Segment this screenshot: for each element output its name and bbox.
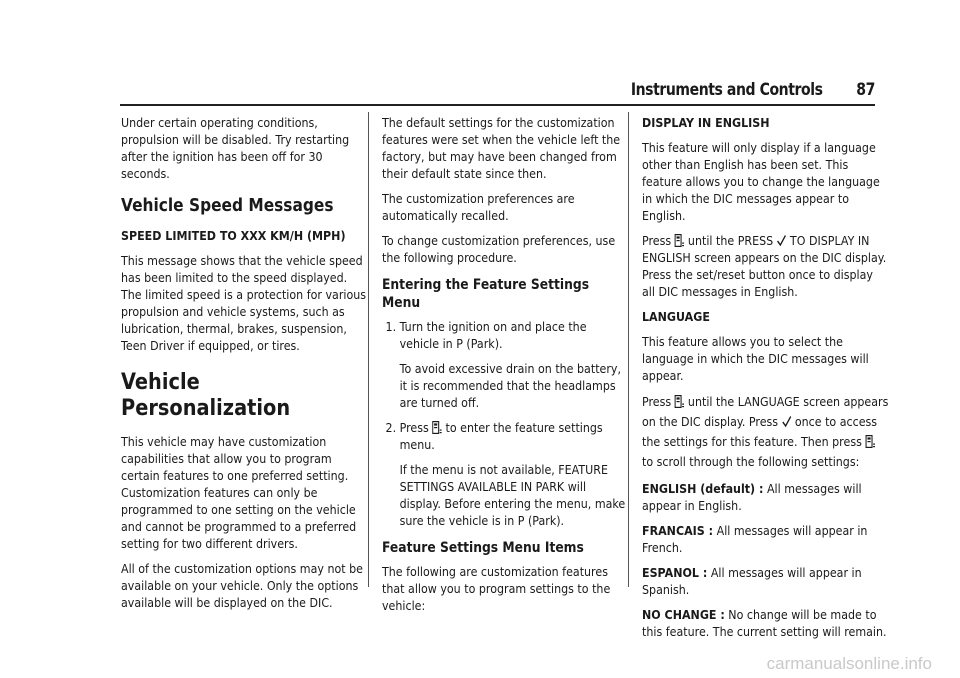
message-heading: SPEED LIMITED TO XXX KM/H (MPH) — [121, 228, 346, 243]
paragraph — [642, 232, 888, 300]
paragraph-text: until the PRESS — [687, 233, 774, 248]
list-note: To avoid excessive drain on the battery, it is recommended that the headlamps are turned off. — [399, 361, 622, 410]
paragraph: The default settings for the customization features were set when the vehicle left the factory, but may have been changed from their default state since then. — [382, 115, 621, 181]
dic-menu-icon — [432, 421, 442, 434]
header-title: Instruments and Controls — [631, 80, 823, 99]
paragraph — [642, 392, 888, 472]
list-text: Turn the ignition on and place the vehicle in P (Park). — [399, 319, 587, 351]
setting-heading-language: LANGUAGE — [642, 309, 710, 324]
paragraph: The customization preferences are automatically recalled. — [382, 191, 575, 223]
paragraph-text: once to access the settings for this feature. Then press — [642, 414, 878, 449]
dic-menu-icon — [675, 234, 685, 247]
dic-menu-icon — [675, 395, 685, 408]
setting-heading-display-english: DISPLAY IN ENGLISH — [642, 115, 770, 130]
list-text: Press — [399, 420, 429, 435]
subsection-heading-entering-menu: Entering the Feature Settings Menu — [382, 277, 590, 311]
paragraph: This feature will only display if a language other than English has been set. This feature allows you to change the language in which the DIC messages appear to English. — [642, 140, 880, 223]
option-term: ESPANOL : — [642, 565, 708, 580]
option-entry — [642, 522, 888, 556]
checkmark-icon — [782, 415, 792, 428]
column-1 — [121, 114, 401, 619]
paragraph: This vehicle may have customization capabilities that allow you to program certain features to one preferred setting. Customization features can only be programmed to one setting on the vehicle and cannot be programmed to a preferred setting for two different drivers. — [121, 434, 357, 551]
paragraph: The following are customization features that allow you to program settings to the vehicle: — [382, 564, 611, 613]
paragraph-text: to scroll through the following settings: — [642, 454, 860, 469]
paragraph: To change customization preferences, use the following procedure. — [382, 233, 616, 265]
list-item — [382, 419, 628, 453]
option-entry — [642, 606, 888, 640]
list-note: If the menu is not available, FEATURE SETTINGS AVAILABLE IN PARK will display. Before entering the menu, make sure the vehicle is in P (Park). — [399, 462, 626, 528]
paragraph: This message shows that the vehicle speed has been limited to the speed displayed. The limited speed is a protection for various propulsion and vehicle systems, such as lubrication, thermal, brakes, suspension, Teen Driver if equipped, or tires. — [121, 253, 367, 353]
option-text: All messages will appear in English. — [642, 481, 862, 513]
list-item — [382, 318, 628, 352]
option-entry — [642, 564, 888, 598]
paragraph: Under certain operating conditions, propulsion will be disabled. Try restarting after the ignition has been off for 30 seconds. — [121, 115, 350, 181]
list-number: 2. — [385, 420, 397, 435]
page-number: 87 — [856, 80, 875, 99]
list-text: to enter the feature settings menu. — [399, 420, 603, 452]
page-header — [120, 80, 875, 104]
dic-menu-icon — [865, 435, 875, 448]
list-number: 1. — [385, 319, 397, 334]
option-text: No change will be made to this feature. The current setting will remain. — [642, 607, 887, 639]
checkmark-icon — [777, 234, 787, 247]
option-term: ENGLISH (default) : — [642, 481, 764, 496]
watermark: carmanualsonline.info — [766, 654, 932, 673]
option-text: All messages will appear in Spanish. — [642, 565, 862, 597]
option-text: All messages will appear in French. — [642, 523, 868, 555]
header-rule — [120, 104, 875, 106]
option-entry — [642, 480, 888, 514]
column-3 — [642, 114, 922, 648]
paragraph: All of the customization options may not be available on your vehicle. Only the options available will be displayed on the DIC. — [121, 561, 363, 610]
paragraph-text: Press — [642, 233, 672, 248]
paragraph: This feature allows you to select the language in which the DIC messages will appear. — [642, 334, 869, 383]
option-term: NO CHANGE : — [642, 607, 725, 622]
option-term: FRANCAIS : — [642, 523, 714, 538]
subsection-heading-menu-items: Feature Settings Menu Items — [382, 540, 584, 556]
paragraph-text: Press — [642, 394, 672, 409]
paragraph-text: until the LANGUAGE screen appears on the DIC display. Press — [642, 394, 889, 429]
section-heading-speed-messages: Vehicle Speed Messages — [121, 196, 334, 216]
section-heading-personalization: Vehicle Personalization — [121, 370, 291, 421]
paragraph-text: TO DISPLAY IN ENGLISH screen appears on the DIC display. Press the set/reset button once to display all DIC messages in English. — [642, 233, 887, 299]
column-2 — [382, 114, 662, 622]
